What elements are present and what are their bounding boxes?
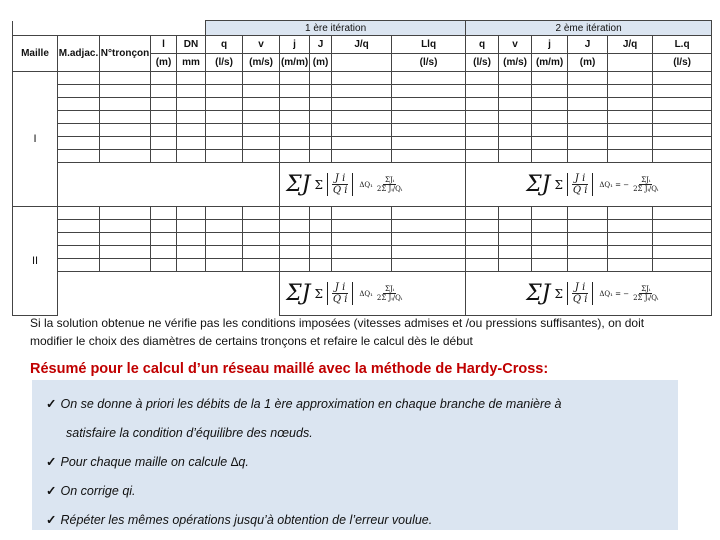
unit-q: (l/s) — [206, 54, 243, 72]
sigma-2: Σ — [554, 177, 563, 192]
maille-2-formula-iter2 — [466, 272, 712, 316]
maille-2-label: II — [13, 207, 58, 316]
check-icon: ✓ — [46, 455, 57, 469]
unit-l: (m) — [151, 54, 177, 72]
list-item: ✓ On se donne à priori les débits de la 1 ère approximation en chaque branche de manière à — [46, 397, 562, 411]
ratio-3: $\frac{\text{J i}}{\text{Q i}}$ — [327, 282, 353, 305]
col-maille: Maille — [13, 36, 58, 72]
col-J2: J — [568, 36, 608, 54]
list-item: satisfaire la condition d’équilibre des nœuds. — [66, 426, 313, 440]
sum-j-3: ΣJ — [286, 281, 311, 306]
list-item: ✓ Répéter les mêmes opérations jusqu’à obtention de l’erreur voulue. — [46, 513, 433, 527]
unit-Jq — [332, 54, 392, 72]
unit-v: (m/s) — [243, 54, 280, 72]
sum-j-4: ΣJ — [526, 281, 551, 306]
ratio-4: $\frac{\text{J i}}{\text{Q i}}$ — [567, 282, 593, 305]
sigma-4: Σ — [554, 286, 563, 301]
col-j2: j — [532, 36, 568, 54]
note-paragraph: Si la solution obtenue ne vérifie pas les conditions imposées (vitesses admises et /ou pressions suffisantes), on doit modifier le choix des diamètres de certains tronçons et refaire le calcul dès le début — [30, 316, 645, 348]
unit-Jq2 — [608, 54, 653, 72]
col-Lq2: L.q — [653, 36, 712, 54]
check-icon: ✓ — [46, 513, 57, 527]
list-item: ✓ Pour chaque maille on calcule ∆q. — [46, 455, 249, 469]
ratio-2: $\frac{\text{J i}}{\text{Q i}}$ — [567, 173, 593, 196]
col-j: j — [280, 36, 310, 54]
unit-dn: mm — [177, 54, 206, 72]
ratio-1: $\frac{\text{J i}}{\text{Q i}}$ — [327, 173, 353, 196]
unit-j: (m/m) — [280, 54, 310, 72]
delta-q-1: ΔQ₁ — [359, 180, 373, 189]
delta-q-frac-3: ΣJᵢ 2Σ Jᵢ/Qᵢ — [376, 285, 403, 302]
sigma-1: Σ — [314, 177, 323, 192]
maille-1-label: I — [13, 72, 58, 207]
col-troncon: N°tronçon — [100, 36, 151, 72]
check-icon: ✓ — [46, 397, 57, 411]
unit-J: (m) — [310, 54, 332, 72]
sigma-3: Σ — [314, 286, 323, 301]
steps-list — [32, 380, 678, 535]
col-v: v — [243, 36, 280, 54]
col-q: q — [206, 36, 243, 54]
col-q2: q — [466, 36, 499, 54]
maille-2-formula-iter1 — [280, 272, 466, 316]
col-dn: DN — [177, 36, 206, 54]
calculation-grid — [12, 20, 712, 316]
delta-q-4: ΔQ₁ = − — [599, 289, 630, 298]
hardy-cross-table — [12, 20, 711, 306]
sum-j-2: ΣJ — [526, 172, 551, 197]
summary-box — [32, 380, 678, 530]
iteration-2-header: 2 ème itération — [466, 21, 712, 36]
delta-q-2: ΔQ₁ = − — [599, 180, 630, 189]
col-Jq2: J/q — [608, 36, 653, 54]
maille-1-formula-iter2 — [466, 163, 712, 207]
delta-q-3: ΔQ₁ — [359, 289, 373, 298]
unit-v2: (m/s) — [499, 54, 532, 72]
check-icon: ✓ — [46, 484, 57, 498]
delta-q-frac-1: ΣJᵢ 2Σ Jᵢ/Qᵢ — [376, 176, 403, 193]
delta-q-frac-4: ΣJᵢ 2Σ Jᵢ/Qᵢ — [633, 285, 659, 302]
col-v2: v — [499, 36, 532, 54]
col-J: J — [310, 36, 332, 54]
header-blank — [13, 21, 206, 36]
unit-Llq: (l/s) — [392, 54, 466, 72]
list-item: ✓ On corrige qi. — [46, 484, 136, 498]
unit-Lq2: (l/s) — [653, 54, 712, 72]
col-Llq: Llq — [392, 36, 466, 54]
col-madj: M.adjac. — [58, 36, 100, 72]
delta-q-frac-2: ΣJᵢ 2Σ Jᵢ/Qᵢ — [633, 176, 659, 193]
unit-J2: (m) — [568, 54, 608, 72]
maille-1-formula-iter1 — [280, 163, 466, 207]
unit-j2: (m/m) — [532, 54, 568, 72]
sum-j-1: ΣJ — [286, 172, 311, 197]
iteration-1-header: 1 ère itération — [206, 21, 466, 36]
unit-q2: (l/s) — [466, 54, 499, 72]
col-l: l — [151, 36, 177, 54]
summary-title: Résumé pour le calcul d’un réseau maillé avec la méthode de Hardy-Cross: — [30, 361, 549, 377]
col-Jq: J/q — [332, 36, 392, 54]
